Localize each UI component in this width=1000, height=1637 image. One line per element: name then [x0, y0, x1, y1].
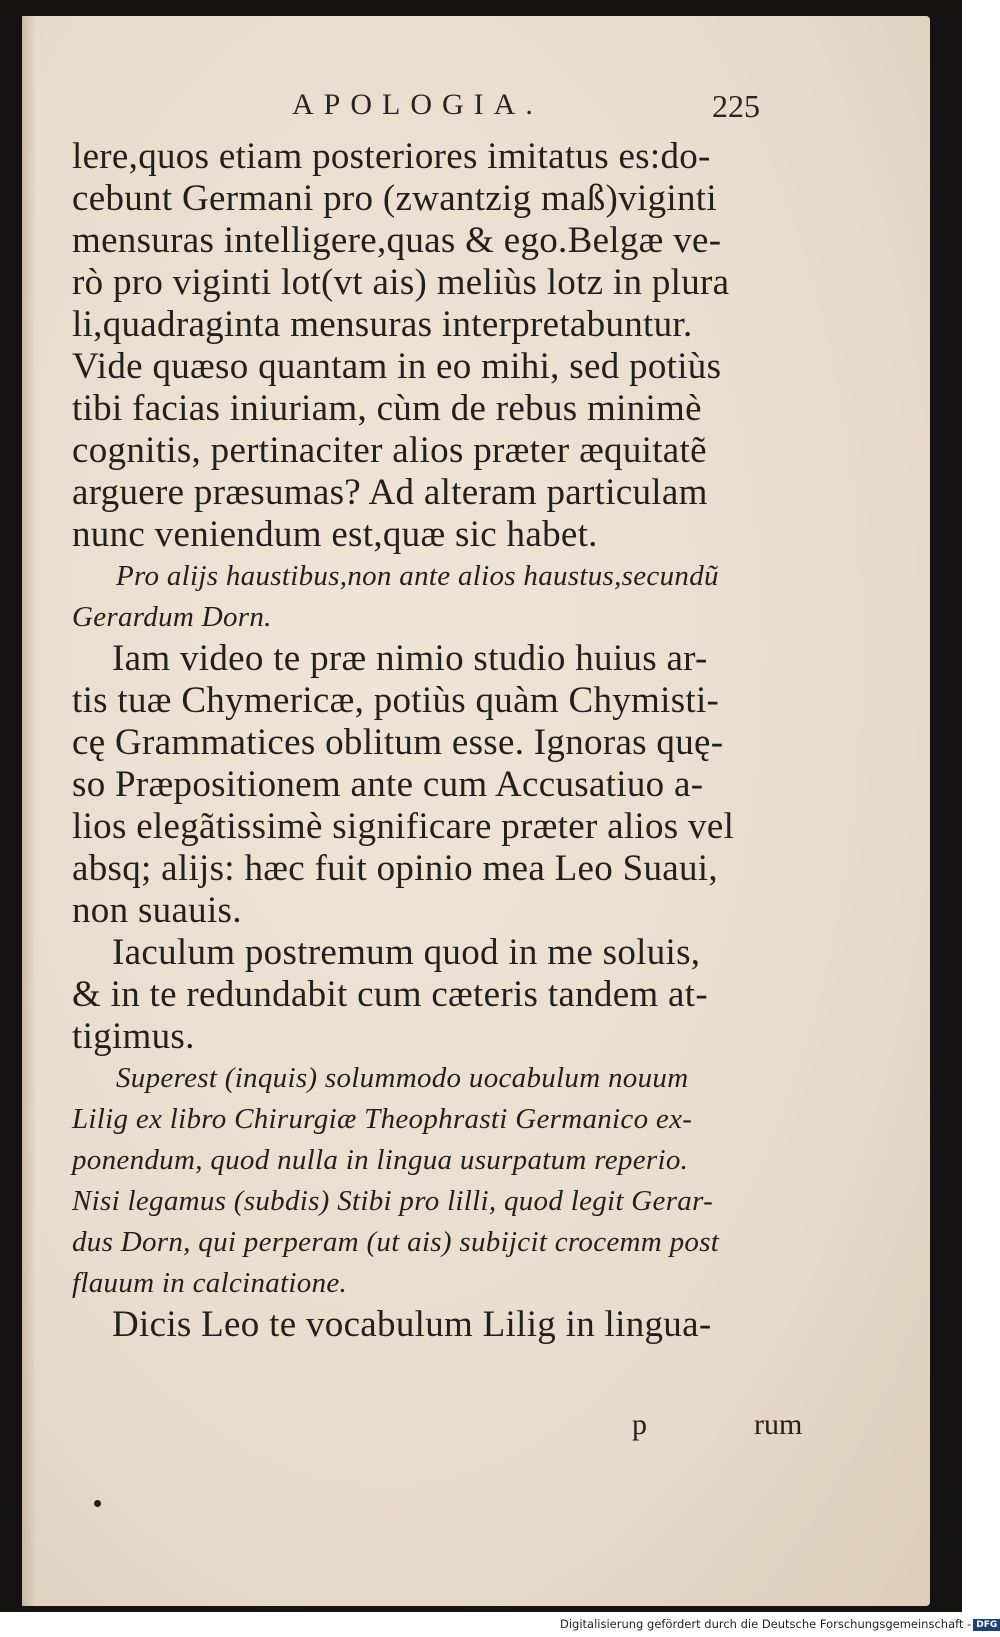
text-line: lios elegãtissimè significare præter alios vel [72, 806, 735, 847]
text-line: Gerardum Dorn. [72, 601, 272, 633]
page-number: 225 [712, 88, 760, 124]
ink-dot [94, 1500, 101, 1507]
text-line: tibi facias iniuriam, cùm de rebus minimè [72, 388, 702, 429]
running-head: APOLOGIA. [292, 88, 543, 121]
text-line: Nisi legamus (subdis) Stibi pro lilli, quod legit Gerar- [72, 1185, 714, 1217]
text-line: ponendum, quod nulla in lingua usurpatum reperio. [72, 1144, 689, 1176]
dfg-logo: DFG [973, 1619, 1000, 1631]
text-line: cę Grammatices oblitum esse. Ignoras quę- [72, 722, 724, 763]
text-line: dus Dorn, qui perperam (ut ais) subijcit crocemm post [72, 1226, 720, 1258]
text-line: flauum in calcinatione. [72, 1267, 348, 1299]
text-line: absq; alijs: hæc fuit opinio mea Leo Suaui, [72, 848, 718, 889]
text-line: rò pro viginti lot(vt ais) meliùs lotz in plura [72, 262, 730, 303]
text-line: arguere præsumas? Ad alteram particulam [72, 472, 708, 513]
digitization-credit [560, 1617, 996, 1635]
text-line: Pro alijs haustibus,non ante alios haustus,secundũ [116, 560, 719, 592]
text-line: nunc veniendum est,quæ sic habet. [72, 514, 598, 555]
catchword: rum [754, 1408, 803, 1441]
text-line: cognitis, pertinaciter alios præter æquitatẽ [72, 430, 707, 471]
text-line: Superest (inquis) solummodo uocabulum nouum [116, 1062, 689, 1094]
credit-text: Digitalisierung gefördert durch die Deutsche Forschungsgemeinschaft - [560, 1617, 972, 1631]
text-line: mensuras intelligere,quas & ego.Belgæ ve- [72, 220, 722, 261]
page-gutter-shadow [22, 16, 36, 1606]
text-line: Vide quæso quantam in eo mihi, sed potiùs [72, 346, 722, 387]
catchword-row [72, 1408, 802, 1448]
text-line: non suauis. [72, 890, 242, 931]
text-line: tis tuæ Chymericæ, potiùs quàm Chymisti- [72, 680, 720, 721]
text-line: lere,quos etiam posteriores imitatus es:do- [72, 136, 711, 177]
book-page [22, 16, 930, 1606]
text-line: Iaculum postremum quod in me soluis, [112, 932, 701, 973]
text-line: li,quadraginta mensuras interpretabuntur. [72, 304, 693, 345]
text-line: Iam video te præ nimio studio huius ar- [112, 638, 708, 679]
signature-mark: p [632, 1408, 647, 1441]
text-line: & in te redundabit cum cæteris tandem at- [72, 974, 708, 1015]
body-text [72, 136, 803, 1441]
text-line: so Præpositionem ante cum Accusatiuo a- [72, 764, 704, 805]
text-line: tigimus. [72, 1016, 195, 1057]
text-line: Dicis Leo te vocabulum Lilig in lingua- [112, 1304, 712, 1345]
text-line: Lilig ex libro Chirurgiæ Theophrasti Germanico ex- [72, 1103, 693, 1135]
text-line: cebunt Germani pro (zwantzig maß)viginti [72, 178, 717, 219]
